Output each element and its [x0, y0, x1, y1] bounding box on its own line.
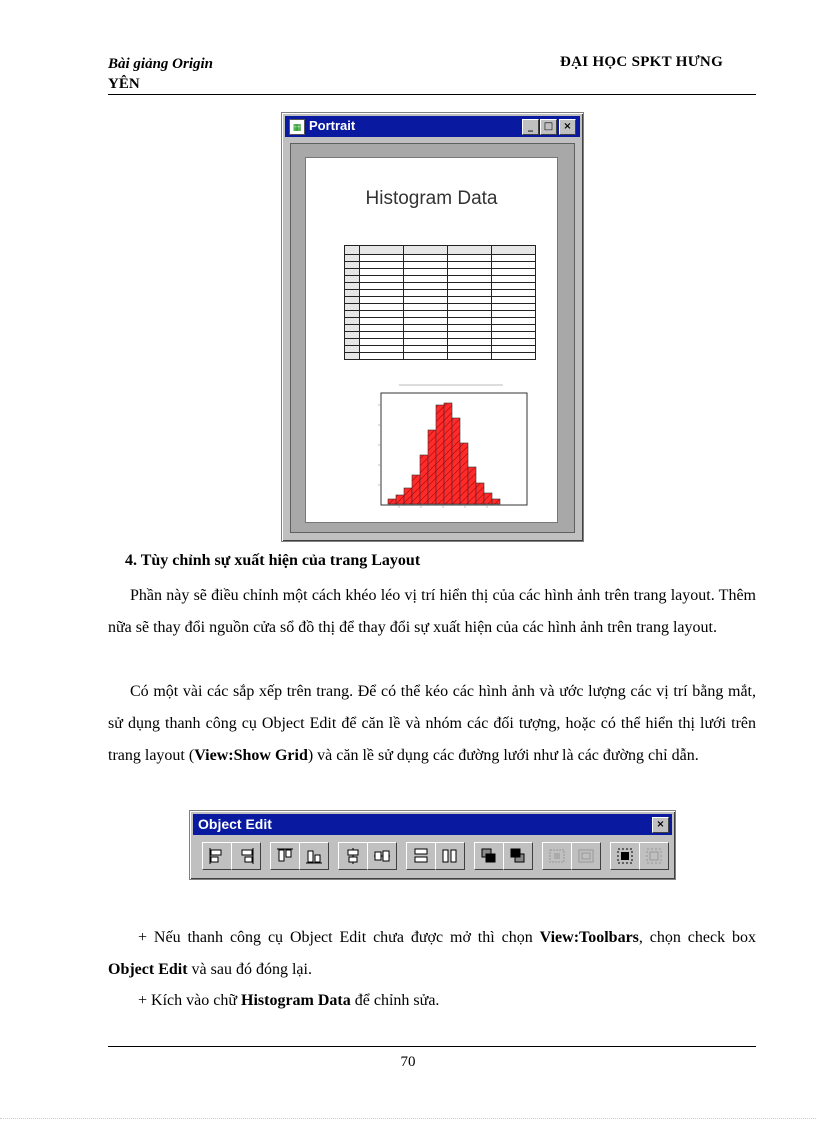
histogram-data-title[interactable]: Histogram Data [365, 188, 498, 209]
portrait-client-area [290, 143, 575, 533]
header-course-title: Bài giảng Origin [108, 56, 214, 72]
select-objects-button[interactable] [610, 842, 640, 870]
object-edit-title: Object Edit [198, 816, 272, 832]
header-rule [108, 94, 756, 95]
align-right-button[interactable] [231, 842, 261, 870]
histogram-bar [428, 430, 436, 504]
paragraph-1-text: Phần này sẽ điều chỉnh một cách khéo léo vị trí hiển thị của các hình ảnh trên trang layout. Thêm nữa sẽ thay đổi nguồn cửa sổ đồ thị để thay đổi sự xuất hiện của các hình ảnh trên trang layout. [108, 587, 756, 636]
bring-to-front-button[interactable] [474, 842, 504, 870]
bullet-2-text-a: + Kích vào chữ [138, 992, 241, 1009]
bring-to-front-icon [480, 847, 498, 865]
maximize-button[interactable]: □ [540, 119, 557, 135]
page-number: 70 [400, 1054, 416, 1070]
histogram-bar [396, 495, 404, 504]
paragraph-2 [108, 676, 756, 772]
align-bottom-button[interactable] [299, 842, 329, 870]
paragraph-2-text-c: ) và căn lề sử dụng các đường lưới như là các đường chỉ dẫn. [307, 747, 699, 764]
same-width-icon [412, 847, 430, 865]
align-horizontal-center-icon [373, 847, 391, 865]
paragraph-1 [108, 580, 756, 644]
layout-page-icon: ▦ [289, 119, 305, 135]
histogram-bar [452, 418, 460, 504]
align-right-icon [237, 847, 255, 865]
align-vertical-center-icon [344, 847, 362, 865]
minimize-button[interactable]: _ [522, 119, 539, 135]
portrait-window [281, 112, 584, 542]
layout-page[interactable] [305, 157, 558, 523]
bullet-1-text-e: và sau đó đóng lại. [187, 961, 312, 978]
align-left-button[interactable] [202, 842, 232, 870]
header-location: YÊN [108, 76, 140, 92]
align-horizontal-center-button[interactable] [367, 842, 397, 870]
histogram-bar [484, 493, 492, 504]
ungroup-button[interactable] [571, 842, 601, 870]
close-button[interactable]: × [559, 119, 576, 135]
paragraph-2-text-a: Có một vài các sắp xếp trên trang. Để có thể kéo các hình ảnh và ước lượng các vị trí bằng mắt, sử dụng thanh công cụ Object Edit để căn lề và nhóm các đối tượng, hoặc có thể hiển thị lưới trên trang layout ( [108, 683, 756, 764]
histogram-bar [404, 488, 412, 504]
bullet-1 [108, 922, 756, 986]
view-show-grid-command: View:Show Grid [194, 747, 308, 764]
object-edit-checkbox-label: Object Edit [108, 961, 188, 978]
same-height-icon [441, 847, 459, 865]
ungroup-icon-disabled [577, 847, 595, 865]
same-height-button[interactable] [435, 842, 465, 870]
header-university: ĐẠI HỌC SPKT HƯNG [560, 54, 724, 70]
align-vertical-center-button[interactable] [338, 842, 368, 870]
histogram-bar [460, 443, 468, 504]
deselect-objects-button[interactable] [639, 842, 669, 870]
section-heading: 4. Tùy chỉnh sự xuất hiện của trang Layout [125, 552, 421, 569]
histogram-data-reference: Histogram Data [241, 992, 351, 1009]
align-left-icon [208, 847, 226, 865]
send-to-back-button[interactable] [503, 842, 533, 870]
deselect-objects-icon-disabled [645, 847, 663, 865]
histogram-bar [476, 483, 484, 504]
bullet-1-text-c: , chọn check box [638, 929, 757, 946]
histogram-bar [492, 499, 500, 504]
same-width-button[interactable] [406, 842, 436, 870]
object-edit-title-bar[interactable] [193, 814, 672, 835]
histogram-bar [420, 455, 428, 504]
send-to-back-icon [509, 847, 527, 865]
histogram-bar [436, 405, 444, 504]
align-bottom-icon [305, 847, 323, 865]
select-objects-icon [616, 847, 634, 865]
align-top-icon [276, 847, 294, 865]
histogram-bar [444, 403, 452, 504]
align-top-button[interactable] [270, 842, 300, 870]
portrait-title-bar[interactable] [285, 116, 580, 137]
bullet-2-text-c: để chỉnh sửa. [350, 992, 440, 1009]
bullet-2 [108, 985, 756, 1017]
header-left [108, 54, 213, 94]
histogram-bar [388, 499, 396, 504]
histogram-bar [412, 475, 420, 504]
bullet-1-text-a: + Nếu thanh công cụ Object Edit chưa được mở thì chọn [138, 929, 540, 946]
object-edit-toolbar [189, 810, 676, 880]
page-bottom-edge [0, 1118, 816, 1119]
worksheet-object[interactable] [344, 245, 536, 360]
footer-rule [108, 1046, 756, 1047]
toolbar-close-button[interactable]: × [652, 817, 669, 833]
portrait-window-title: Portrait [309, 118, 356, 133]
group-icon-disabled [548, 847, 566, 865]
group-button[interactable] [542, 842, 572, 870]
histogram-graph[interactable] [361, 383, 536, 518]
histogram-bar [468, 467, 476, 504]
view-toolbars-command: View:Toolbars [539, 929, 639, 946]
